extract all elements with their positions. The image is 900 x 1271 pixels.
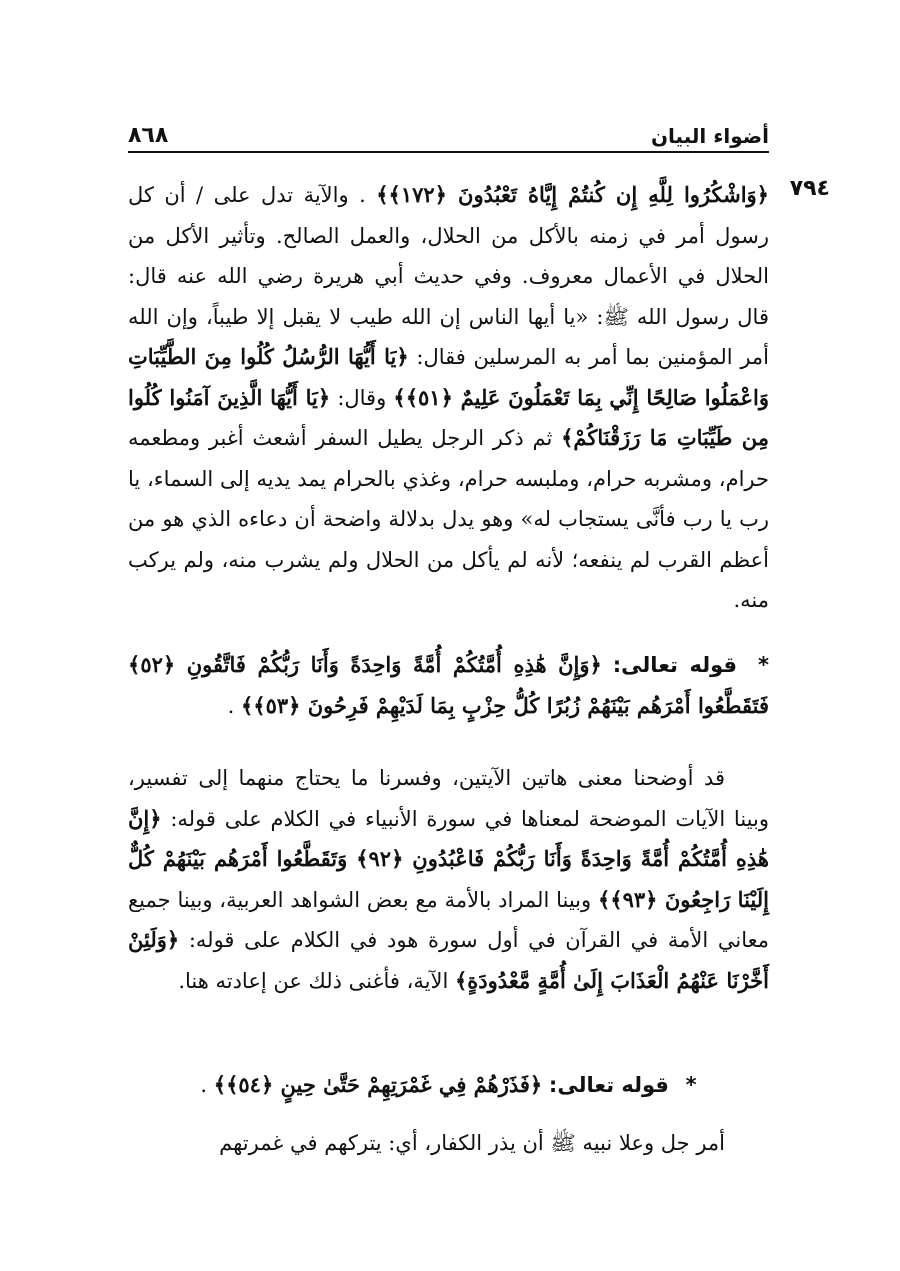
quran-verse: ﴿يَا أَيُّهَا الرُّسُلُ كُلُوا مِنَ الطَّيِّبَاتِ وَاعْمَلُوا صَالِحًا إِنِّي بِمَا تَعْمَلُونَ عَلِيمٌ ﴿٥١﴾﴾ <box>128 344 770 410</box>
quran-verse: ﴿إِنَّ هَٰذِهِ أُمَّتُكُمْ أُمَّةً وَاحِدَةً وَأَنَا رَبُّكُمْ فَاعْبُدُونِ ﴿٩٢﴾ وَتَقَطَّعُوا أَمْرَهُم بَيْنَهُمْ كُلٌّ إِلَيْنَا رَاجِعُونَ ﴿٩٣﴾﴾ <box>128 805 769 912</box>
quran-verse: ﴿وَلَئِنْ أَخَّرْنَا عَنْهُمُ الْعَذَابَ إِلَىٰ أُمَّةٍ مَّعْدُودَةٍ﴾ <box>128 927 769 993</box>
body-text: . والآية تدل على / أن كل رسول أمر في زمنه بالأكل من الحلال، والعمل الصالح. وتأثير الأكل من الحلال في الأعمال معروف. وفي حديث أبي هريرة رضي الله عنه قال: قال رسول الله ﷺ: «يا أيها الناس إن الله طيب لا يقبل إلا طيباً، وإن الله أمر المؤمنين بما أمر به المرسلين فقال: <box>128 183 769 369</box>
heading-label: قوله تعالى: <box>612 653 738 677</box>
quran-verse: ﴿وَاشْكُرُوا لِلَّهِ إِن كُنتُمْ إِيَّاهُ تَعْبُدُونَ ﴿١٧٢﴾﴾ <box>376 182 769 207</box>
quran-verse: ﴿وَإِنَّ هَٰذِهِ أُمَّتُكُمْ أُمَّةً وَاحِدَةً وَأَنَا رَبُّكُمْ فَاتَّقُونِ ﴿٥٢﴾ فَتَقَطَّعُوا أَمْرَهُم بَيْنَهُمْ زُبُرًا كُلُّ حِزْبٍ بِمَا لَدَيْهِمْ فَرِحُونَ ﴿٥٣﴾﴾ <box>128 652 769 718</box>
header-divider <box>128 151 769 153</box>
star-marker: * <box>757 653 769 677</box>
paragraph-commentary <box>128 1123 769 1164</box>
section-heading-verse-52 <box>128 645 769 726</box>
heading-end: . <box>200 1073 208 1097</box>
quran-verse: ﴿يَا أَيُّهَا الَّذِينَ آمَنُوا كُلُوا مِن طَيِّبَاتِ مَا رَزَقْنَاكُمْ﴾ <box>128 384 769 450</box>
body-text: ثم ذكر الرجل يطيل السفر أشعث أغبر ومطعمه حرام، ومشربه حرام، وملبسه حرام، وغذي بالحرام يمد يديه إلى السماء، يا رب يا رب فأنَّى يستجاب له» وهو يدل بدلالة واضحة أن دعاءه الذي هو من أعظم القرب لم ينفعه؛ لأنه لم يأكل من الحلال ولم يشرب منه، ولم يركب منه. <box>128 426 769 612</box>
quran-verse: ﴿فَذَرْهُمْ فِي غَمْرَتِهِمْ حَتَّىٰ حِينٍ ﴿٥٤﴾﴾ <box>213 1072 543 1097</box>
book-title: أضواء البيان <box>650 124 769 148</box>
heading-end: . <box>227 693 235 718</box>
body-text: وقال: <box>337 385 387 410</box>
body-text: أمر جل وعلا نبيه ﷺ أن يذر الكفار، أي: يتركهم في غمرتهم <box>219 1131 725 1155</box>
paragraph-explanation <box>128 758 769 1001</box>
body-text: وبينا المراد بالأمة مع بعض الشواهد العربية، وبينا جميع معاني الأمة في القرآن في أول سورة هود في الكلام على قوله: <box>128 887 769 952</box>
heading-label: قوله تعالى: <box>548 1073 669 1097</box>
body-text: الآية، فأغنى ذلك عن إعادته هنا. <box>178 968 449 993</box>
star-marker: * <box>685 1073 697 1097</box>
section-heading-verse-54 <box>128 1065 769 1106</box>
running-header <box>128 112 769 148</box>
margin-page-marker: ٧٩٤ <box>789 176 830 201</box>
paragraph-hadith <box>128 175 769 621</box>
page-number: ٨٦٨ <box>128 123 169 148</box>
body-text: قد أوضحنا معنى هاتين الآيتين، وفسرنا ما يحتاج منهما إلى تفسير، وبينا الآيات الموضحة لمعناها في سورة الأنبياء في الكلام على قوله: <box>128 766 769 831</box>
